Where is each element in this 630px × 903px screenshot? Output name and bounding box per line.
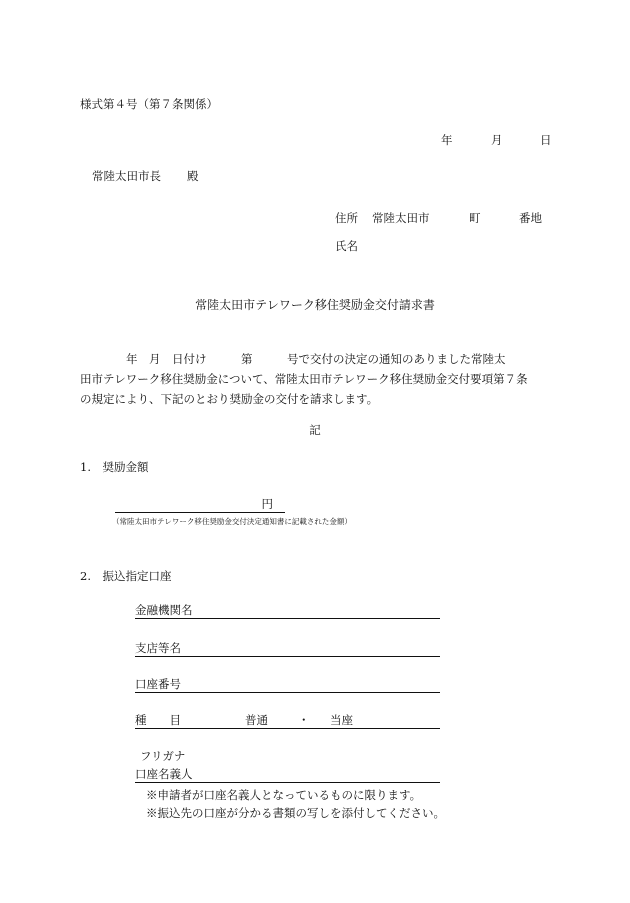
body-line-2: 田市テレワーク移住奨励金について、常陸太田市テレワーク移住奨励金交付要項第７条 [80,372,528,386]
amount-field[interactable] [115,496,285,513]
document-title: 常陸太田市テレワーク移住奨励金交付請求書 [195,298,435,312]
addressee [92,168,199,184]
form-number: 様式第４号（第７条関係） [80,97,218,111]
account-holder-label: 口座名義人 [135,767,193,781]
account-holder-field[interactable] [135,766,440,783]
date-year-label: 年 [441,133,453,147]
account-type-label: 種 目 [135,713,181,727]
account-number-label: 口座番号 [135,677,181,691]
address-banchi: 番地 [519,211,542,225]
bank-name-field[interactable] [135,602,440,619]
section2-heading: 2. 振込指定口座 [80,569,172,583]
account-number-field[interactable] [135,676,440,693]
body-line-1: 年 月 日付け 第 号で交付の決定の通知のありました常陸太 [80,352,506,366]
furigana-label: フリガナ [140,749,186,763]
address-town: 町 [469,211,481,225]
note-holder-requirement: ※申請者が口座名義人となっているものに限ります。 [146,788,422,802]
applicant-name-label: 氏名 [335,239,358,253]
addressee-honorific: 殿 [187,169,199,183]
addressee-name: 常陸太田市長 [92,169,161,183]
amount-unit: 円 [261,497,273,511]
branch-name-field[interactable] [135,640,440,657]
body-text [80,349,550,409]
branch-name-label: 支店等名 [135,641,181,655]
date-day-label: 日 [540,133,552,147]
amount-note: （常陸太田市テレワーク移住奨励金交付決定通知書に記載された金額） [112,517,352,526]
section1-heading: 1. 奨励金額 [80,460,149,474]
address-city: 常陸太田市 [372,211,430,225]
account-type-regular[interactable]: 普通 [245,713,268,727]
note-attach-document: ※振込先の口座が分かる書類の写しを添付してください。 [146,806,445,820]
date-month-label: 月 [491,133,503,147]
body-line-3: の規定により、下記のとおり奨励金の交付を請求します。 [80,392,379,406]
account-type-separator: ・ [298,713,310,727]
account-type-current[interactable]: 当座 [330,713,353,727]
ki-heading: 記 [309,423,321,437]
account-type-field[interactable] [135,712,440,729]
address-label: 住所 [335,211,358,225]
bank-name-label: 金融機関名 [135,603,193,617]
